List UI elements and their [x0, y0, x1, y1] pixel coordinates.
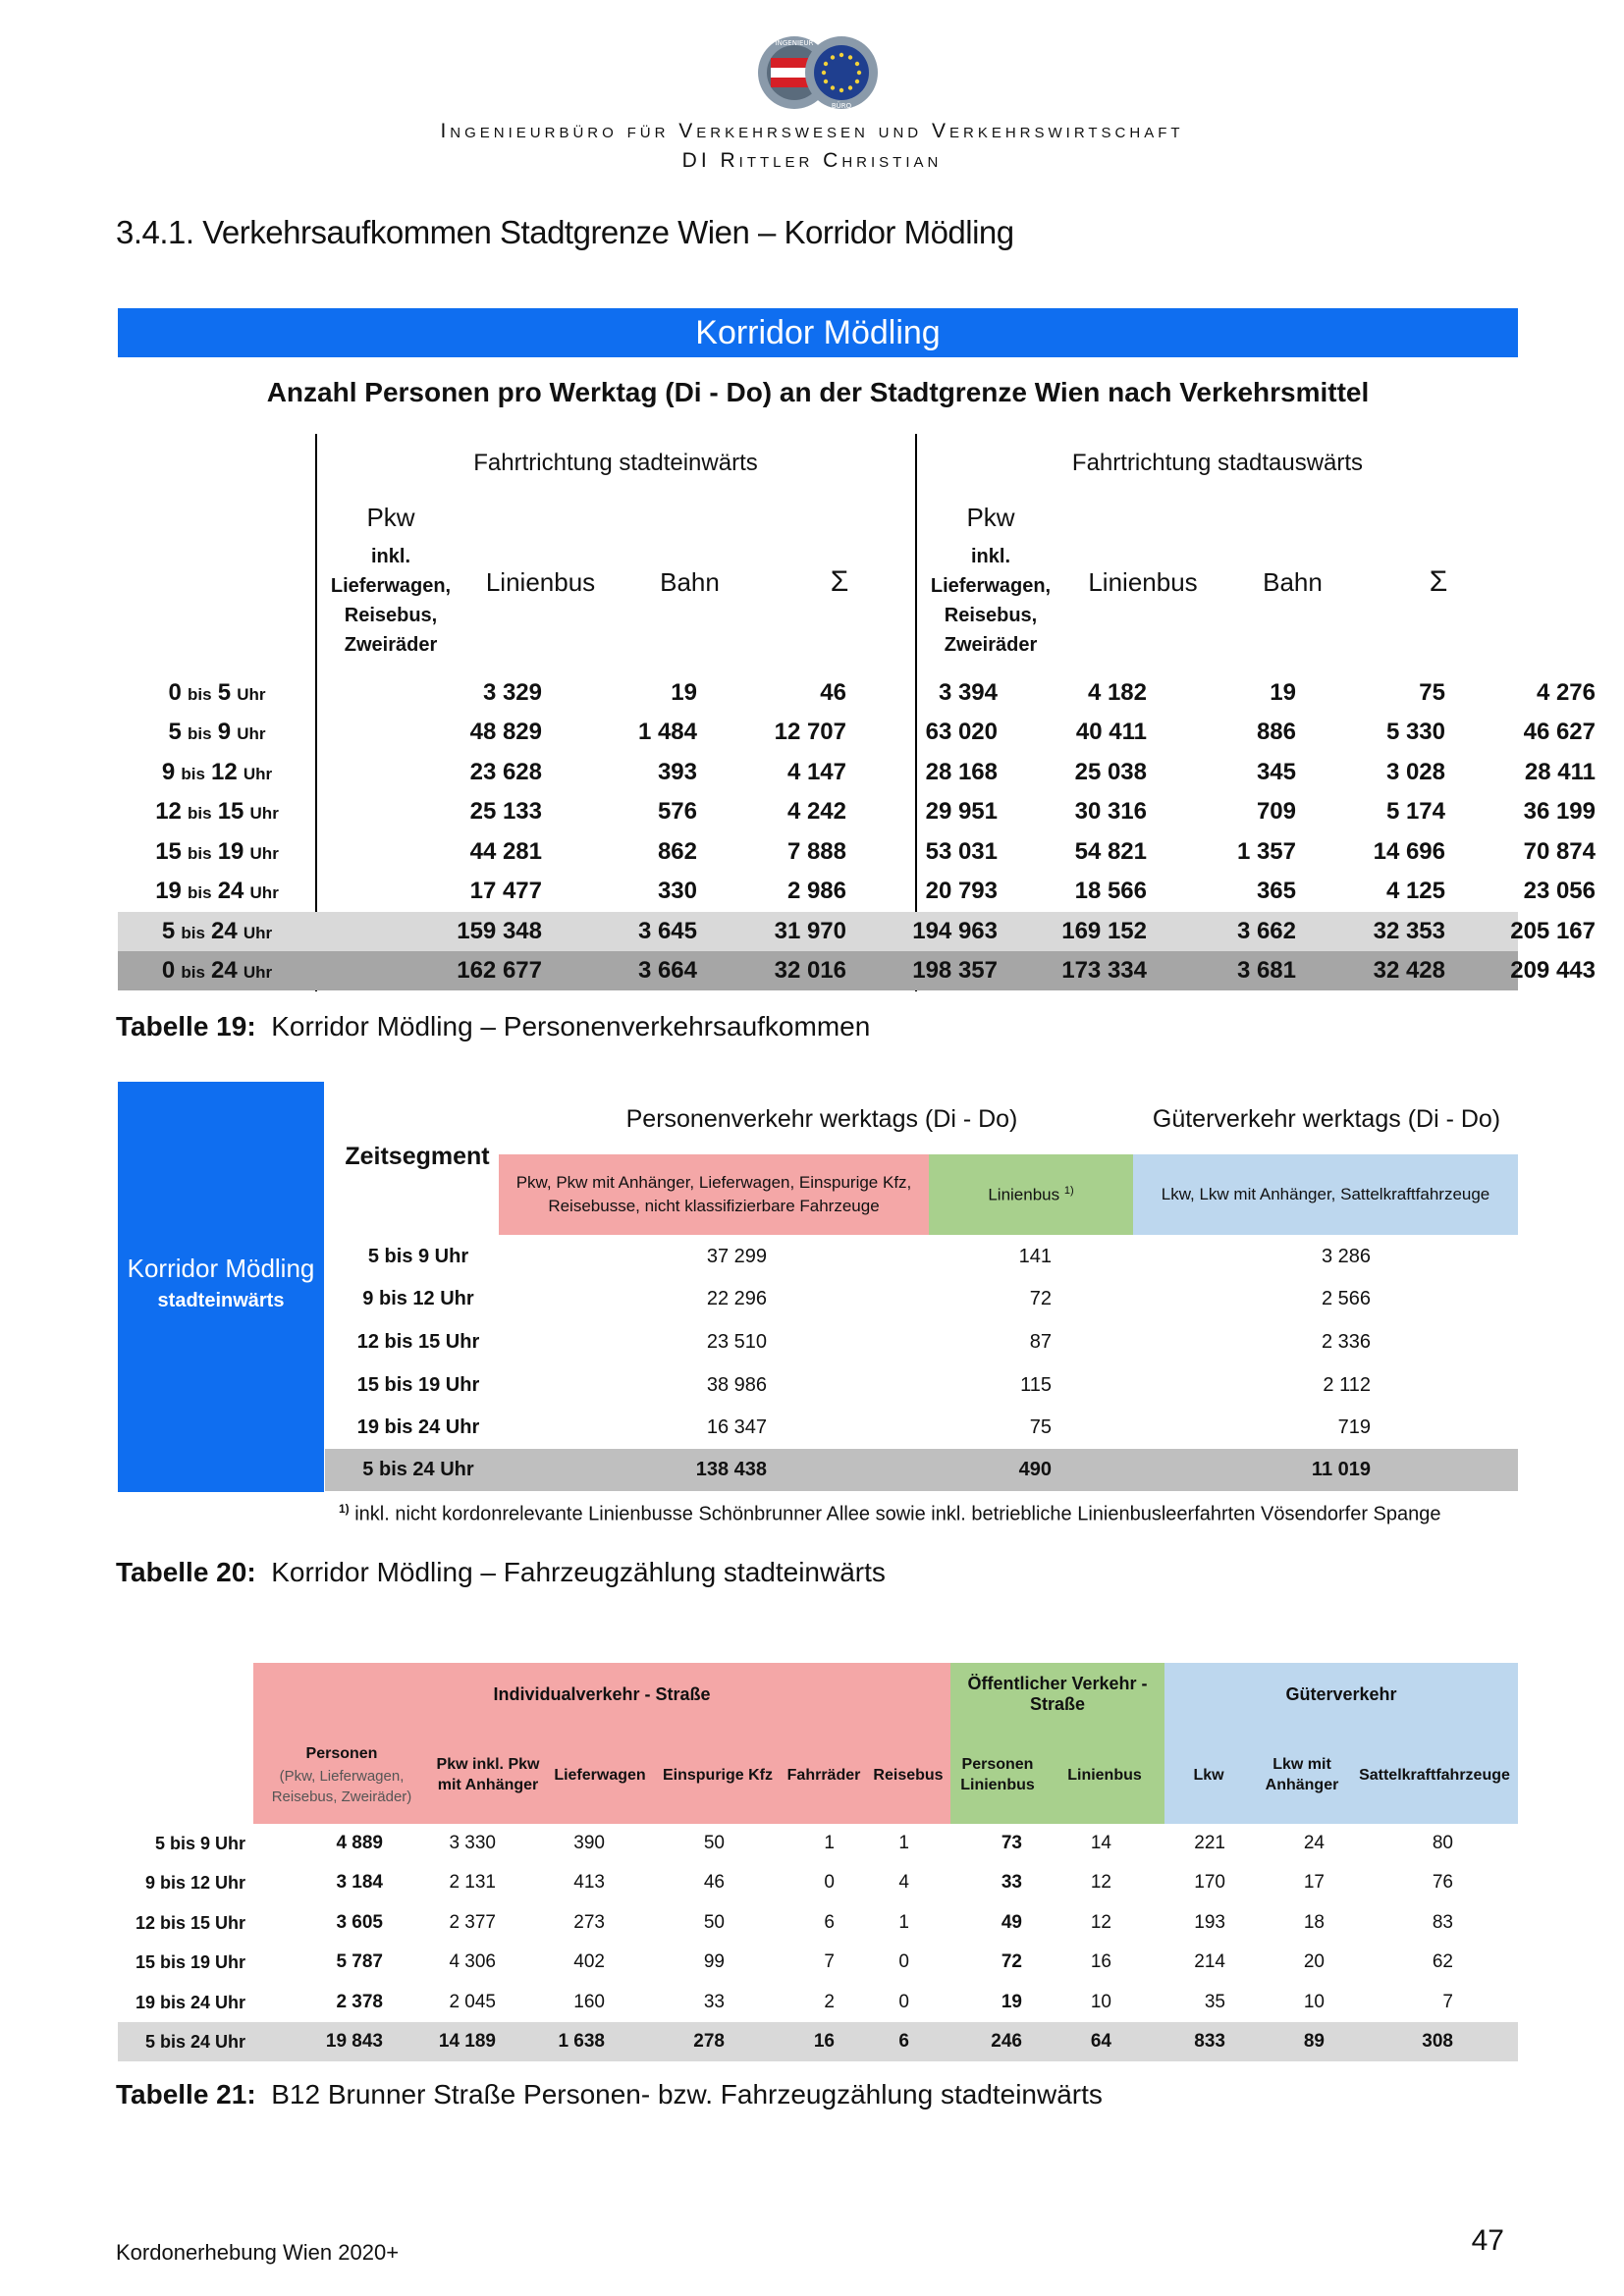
table19-cell: 1 484	[637, 719, 697, 745]
table20-row-label: 15 bis 19 Uhr	[356, 1374, 480, 1396]
table19-row	[118, 792, 1596, 831]
table19-cell: 25 133	[469, 798, 542, 825]
table19-row-label: 0 bis 5 Uhr	[168, 679, 266, 706]
table19-dir-out: Fahrtrichtung stadtauswärts	[1071, 450, 1364, 476]
table19-cell: 29 951	[925, 798, 998, 825]
table21-cell: 402	[573, 1951, 605, 1972]
table20-cell: 38 986	[706, 1374, 767, 1396]
table19-cell: 3 664	[637, 957, 697, 984]
table21-cell: 16	[813, 2031, 835, 2052]
table19-cell: 159 348	[457, 918, 542, 944]
table19-cell: 75	[1419, 679, 1445, 706]
table20-cell: 138 438	[695, 1459, 767, 1480]
table20-cell: 23 510	[706, 1331, 767, 1353]
table19-cell: 48 829	[469, 719, 542, 745]
table21-cell: 80	[1432, 1833, 1453, 1853]
table19-col-pkw-note-in: inkl. Lieferwagen, Reisebus, Zweiräder	[330, 546, 452, 656]
table20-cell: 141	[1018, 1246, 1052, 1267]
table21-row	[118, 1824, 1518, 1863]
table20-side-panel	[118, 1082, 324, 1492]
table21-cell: 2 131	[449, 1872, 496, 1893]
table21-col-lkw: Lkw	[1164, 1726, 1253, 1824]
table20-side-sub: stadteinwärts	[157, 1290, 285, 1311]
table21-cell: 14 189	[438, 2031, 496, 2052]
table20-col-gueter: Lkw, Lkw mit Anhänger, Sattelkraftfahrzeuge	[1133, 1154, 1518, 1235]
table21-col-reisebus: Reisebus	[866, 1726, 950, 1824]
table21-cell: 214	[1194, 1951, 1225, 1972]
table20-caption: Tabelle 20: Korridor Mödling – Fahrzeugzählung stadteinwärts	[116, 1557, 886, 1587]
svg-text:BÜRO: BÜRO	[831, 102, 852, 110]
table19-cell: 53 031	[925, 838, 998, 865]
table19-cell: 205 167	[1510, 918, 1596, 944]
table21-cell: 246	[991, 2031, 1022, 2052]
org-name-line2: DI Rittler Christian	[681, 149, 943, 172]
table20-row-label: 9 bis 12 Uhr	[362, 1288, 474, 1309]
table21-group-gv: Güterverkehr	[1164, 1663, 1518, 1726]
table19-row	[118, 912, 1596, 951]
table21-cell: 49	[1001, 1912, 1022, 1933]
table21-cell: 278	[693, 2031, 725, 2052]
table20-col-linienbus: Linienbus $^{1)}$	[929, 1154, 1133, 1235]
table19-row	[118, 872, 1596, 911]
table21-cell: 16	[1090, 1951, 1111, 1972]
section-title: 3.4.1. Verkehrsaufkommen Stadtgrenze Wien – Korridor Mödling	[116, 214, 1014, 250]
table21-cell: 4 306	[449, 1951, 496, 1972]
table20-row	[325, 1449, 1518, 1491]
table19-row	[118, 951, 1596, 990]
table20-row-label: 19 bis 24 Uhr	[356, 1416, 480, 1438]
table19-cell: 36 199	[1523, 798, 1596, 825]
table21-cell: 83	[1432, 1912, 1453, 1933]
table20-row-label: 5 bis 24 Uhr	[362, 1459, 474, 1480]
table21-cell: 2 045	[449, 1992, 496, 2012]
table19-cell: 28 411	[1524, 759, 1596, 785]
table19-cell: 32 428	[1373, 957, 1445, 984]
table21-row	[118, 1863, 1518, 1902]
table21-cell: 17	[1303, 1872, 1325, 1893]
table19-row-label: 0 bis 24 Uhr	[161, 957, 273, 984]
table21-group-ov: Öffentlicher Verkehr - Straße	[950, 1663, 1164, 1726]
table21-cell: 46	[703, 1872, 725, 1893]
table21-cell: 2 378	[336, 1992, 383, 2012]
table19-cell: 5 330	[1385, 719, 1445, 745]
table21-cell: 4	[898, 1872, 909, 1893]
table21-cell: 10	[1090, 1992, 1111, 2012]
org-name-line1: Ingenieurbüro für Verkehrswesen und Verkehrswirtschaft	[440, 120, 1184, 142]
table21-cell: 89	[1303, 2031, 1325, 2052]
table21-col-linienbus: Linienbus	[1045, 1726, 1164, 1824]
table21-cell: 5 787	[336, 1951, 383, 1972]
table21-row-label: 15 bis 19 Uhr	[135, 1952, 245, 1972]
table19-cell: 198 357	[912, 957, 998, 984]
table19-cell: 862	[657, 838, 697, 865]
table19-col-sum-in: Σ	[830, 565, 849, 598]
table19-cell: 7 888	[786, 838, 846, 865]
table21-cell: 7	[824, 1951, 835, 1972]
table19-cell: 19	[671, 679, 697, 706]
table20-pv-header: Personenverkehr werktags (Di - Do)	[625, 1105, 1018, 1133]
table20-cell: 719	[1337, 1416, 1371, 1438]
table19-cell: 162 677	[457, 957, 542, 984]
table21-cell: 3 605	[336, 1912, 383, 1933]
table20-cell: 72	[1029, 1288, 1052, 1309]
table19-cell: 3 681	[1236, 957, 1296, 984]
table21-cell: 1	[824, 1833, 835, 1853]
table19-caption: Tabelle 19: Korridor Mödling – Personenverkehrsaufkommen	[116, 1011, 871, 1041]
table19-col-sum-out: Σ	[1429, 565, 1448, 598]
table21-cell: 1 638	[558, 2031, 605, 2052]
table20-row-label: 5 bis 9 Uhr	[367, 1246, 469, 1267]
table20-cell: 11 019	[1311, 1459, 1371, 1480]
table19-row	[118, 673, 1596, 713]
table21-cell: 10	[1303, 1992, 1325, 2012]
table19-cell: 5 174	[1385, 798, 1445, 825]
table19-cell: 40 411	[1075, 719, 1147, 745]
table19-cell: 20 793	[925, 878, 998, 904]
table19-col-pkw-in: Pkw	[366, 503, 415, 532]
table20-cell: 37 299	[706, 1246, 767, 1267]
table19-cell: 14 696	[1373, 838, 1445, 865]
table19-cell: 23 056	[1523, 878, 1596, 904]
table20-cell: 87	[1029, 1331, 1052, 1353]
table19-cell: 1 357	[1236, 838, 1296, 865]
table19-cell: 393	[657, 759, 697, 785]
table21-col-lieferwagen: Lieferwagen	[546, 1726, 654, 1824]
table21-caption: Tabelle 21: B12 Brunner Straße Personen- bzw. Fahrzeugzählung stadteinwärts	[116, 2079, 1103, 2109]
table19-cell: 30 316	[1074, 798, 1147, 825]
table19-cell: 46	[820, 679, 846, 706]
table19-subtitle: Anzahl Personen pro Werktag (Di - Do) an der Stadtgrenze Wien nach Verkehrsmittel	[266, 377, 1370, 407]
table21-cell: 12	[1090, 1872, 1111, 1893]
table21-col-pkw: Pkw inkl. Pkw mit Anhänger	[430, 1726, 546, 1824]
footer-title: Kordonerhebung Wien 2020+	[116, 2240, 400, 2265]
table20-cell: 2 566	[1321, 1288, 1371, 1309]
table19-cell: 709	[1256, 798, 1296, 825]
table19-cell: 194 963	[912, 918, 998, 944]
table21-row	[118, 2022, 1518, 2061]
table21-cell: 0	[824, 1872, 835, 1893]
table19-row	[118, 753, 1596, 792]
table21-row-label: 9 bis 12 Uhr	[144, 1873, 245, 1893]
table19-cell: 12 707	[774, 719, 846, 745]
table21-cell: 1	[898, 1833, 909, 1853]
table19-cell: 4 242	[786, 798, 846, 825]
table20-cell: 490	[1018, 1459, 1052, 1480]
table20-side-title: Korridor Mödling	[127, 1254, 315, 1283]
table19-cell: 32 353	[1373, 918, 1445, 944]
table21-cell: 99	[703, 1951, 725, 1972]
company-logo	[745, 33, 893, 112]
table20-row	[325, 1236, 1518, 1278]
table21-col-sattel: Sattelkraftfahrzeuge	[1351, 1726, 1518, 1824]
table21-cell: 0	[898, 1992, 909, 2012]
table20-cell: 115	[1020, 1374, 1052, 1396]
table19-col-bus-out: Linienbus	[1088, 567, 1198, 597]
table19-cell: 3 329	[482, 679, 542, 706]
table19-row	[118, 713, 1596, 752]
table21-cell: 12	[1090, 1912, 1111, 1933]
table19-cell: 3 394	[938, 679, 998, 706]
table19-cell: 44 281	[469, 838, 542, 865]
table21-cell: 19 843	[325, 2031, 383, 2052]
table21-cell: 24	[1303, 1833, 1325, 1853]
table21-cell: 50	[703, 1833, 725, 1853]
table21-cell: 4 889	[336, 1833, 383, 1853]
table20-footnote: $^{1)}$ inkl. nicht kordonrelevante Linienbusse Schönbrunner Allee sowie inkl. betriebliche Linienbusleerfahrten Vösendorfer Spange	[339, 1502, 1441, 1525]
table21-cell: 160	[573, 1992, 605, 2012]
table19-banner: Korridor Mödling	[118, 308, 1518, 357]
table21-col-personen: Personen (Pkw, Lieferwagen, Reisebus, Zweiräder)	[253, 1726, 430, 1824]
table20-row	[325, 1407, 1518, 1449]
table21-row-label: 12 bis 15 Uhr	[135, 1913, 245, 1933]
table21-row	[118, 1903, 1518, 1943]
table19-row-label: 12 bis 15 Uhr	[155, 798, 279, 825]
svg-text:INGENIEUR: INGENIEUR	[775, 39, 814, 47]
table21-cell: 2 377	[449, 1912, 496, 1933]
table19-cell: 25 038	[1074, 759, 1147, 785]
table19-cell: 2 986	[786, 878, 846, 904]
table20-cell: 3 286	[1321, 1246, 1371, 1267]
table21-cell: 170	[1194, 1872, 1225, 1893]
table19-row-label: 5 bis 24 Uhr	[161, 918, 273, 944]
table19-col-pkw-out: Pkw	[966, 503, 1015, 532]
table21-cell: 35	[1204, 1992, 1225, 2012]
table19-col-bus-in: Linienbus	[485, 567, 596, 597]
table19-cell: 169 152	[1061, 918, 1147, 944]
table21-cell: 50	[703, 1912, 725, 1933]
table21-cell: 1	[898, 1912, 909, 1933]
table19-dir-in: Fahrtrichtung stadteinwärts	[473, 450, 758, 476]
table19-col-bahn-in: Bahn	[660, 567, 720, 597]
table21-cell: 0	[898, 1951, 909, 1972]
table21-cell: 193	[1194, 1912, 1225, 1933]
table19-row-label: 5 bis 9 Uhr	[168, 719, 266, 745]
table19-row-label: 19 bis 24 Uhr	[155, 878, 279, 904]
table20-row	[325, 1321, 1518, 1363]
table19-cell: 345	[1256, 759, 1296, 785]
table19-cell: 28 168	[925, 759, 998, 785]
table21-row	[118, 1943, 1518, 1982]
table19-cell: 209 443	[1510, 957, 1596, 984]
table20-row-label: 12 bis 15 Uhr	[356, 1331, 480, 1353]
table21-cell: 2	[824, 1992, 835, 2012]
table19-row-label: 15 bis 19 Uhr	[155, 838, 279, 865]
table21-row-label: 5 bis 9 Uhr	[154, 1834, 245, 1853]
table21-cell: 73	[1001, 1833, 1022, 1853]
table19-cell: 31 970	[774, 918, 846, 944]
table20-row	[325, 1364, 1518, 1407]
table21-cell: 3 330	[449, 1833, 496, 1853]
table21-cell: 20	[1303, 1951, 1325, 1972]
table21-cell: 221	[1194, 1833, 1225, 1853]
table19-cell: 17 477	[469, 878, 542, 904]
table19-row	[118, 832, 1596, 872]
table21-cell: 72	[1001, 1951, 1022, 1972]
table19-cell: 32 016	[774, 957, 846, 984]
table20-cell: 2 336	[1321, 1331, 1371, 1353]
table19-row-label: 9 bis 12 Uhr	[161, 759, 273, 785]
table19-cell: 18 566	[1074, 878, 1147, 904]
table21-col-fahrraeder: Fahrräder	[782, 1726, 866, 1824]
table21-cell: 64	[1090, 2031, 1111, 2052]
table19-cell: 330	[657, 878, 697, 904]
table21-col-lkw-anhaenger: Lkw mit Anhänger	[1253, 1726, 1351, 1824]
table21-cell: 18	[1303, 1912, 1325, 1933]
table20-zeitsegment: Zeitsegment	[345, 1143, 490, 1170]
table21-cell: 6	[898, 2031, 909, 2052]
table19-cell: 576	[657, 798, 697, 825]
table21-cell: 7	[1442, 1992, 1453, 2012]
table21-row-label: 19 bis 24 Uhr	[135, 1993, 245, 2012]
table20-cell: 2 112	[1323, 1374, 1371, 1396]
table20-col-personen: Pkw, Pkw mit Anhänger, Lieferwagen, Einspurige Kfz, Reisebusse, nicht klassifizierbare Fahrzeuge	[499, 1154, 929, 1235]
table21-cell: 833	[1194, 2031, 1225, 2052]
table19-cell: 3 028	[1385, 759, 1445, 785]
table21-cell: 33	[1001, 1872, 1022, 1893]
table21-cell: 273	[573, 1912, 605, 1933]
table19-col-pkw-note-out: inkl. Lieferwagen, Reisebus, Zweiräder	[930, 546, 1052, 656]
table21-cell: 14	[1090, 1833, 1111, 1853]
table21-group-iv: Individualverkehr - Straße	[253, 1663, 950, 1726]
table19-cell: 70 874	[1523, 838, 1596, 865]
table19-cell: 173 334	[1061, 957, 1147, 984]
table20-cell: 22 296	[706, 1288, 767, 1309]
table19-col-bahn-out: Bahn	[1263, 567, 1323, 597]
table21-cell: 413	[573, 1872, 605, 1893]
table19-cell: 4 125	[1385, 878, 1445, 904]
table19-cell: 23 628	[469, 759, 542, 785]
table19-cell: 4 182	[1087, 679, 1147, 706]
table21-cell: 308	[1422, 2031, 1453, 2052]
table21-cell: 6	[824, 1912, 835, 1933]
table21-row	[118, 1983, 1518, 2022]
table19-cell: 63 020	[925, 719, 998, 745]
table19-cell: 19	[1270, 679, 1296, 706]
table20-cell: 16 347	[706, 1416, 767, 1438]
table19-cell: 4 147	[786, 759, 846, 785]
table20-gv-header: Güterverkehr werktags (Di - Do)	[1152, 1105, 1501, 1133]
table21-cell: 76	[1432, 1872, 1453, 1893]
table21-cell: 19	[1001, 1992, 1022, 2012]
table19-cell: 365	[1256, 878, 1296, 904]
table19-cell: 3 662	[1236, 918, 1296, 944]
table20-cell: 75	[1029, 1416, 1052, 1438]
table21-cell: 33	[703, 1992, 725, 2012]
table21-row-label: 5 bis 24 Uhr	[144, 2032, 245, 2052]
table21-cell: 390	[573, 1833, 605, 1853]
table21-col-personen-linienbus: Personen Linienbus	[950, 1726, 1045, 1824]
table19-cell: 54 821	[1074, 838, 1147, 865]
table19-cell: 4 276	[1536, 679, 1596, 706]
table19-cell: 46 627	[1523, 719, 1596, 745]
table19-cell: 886	[1256, 719, 1296, 745]
table21-cell: 62	[1432, 1951, 1453, 1972]
table19-cell: 3 645	[637, 918, 697, 944]
table21-cell: 3 184	[336, 1872, 383, 1893]
page-number: 47	[1471, 2224, 1504, 2257]
table21-col-einspurig: Einspurige Kfz	[654, 1726, 782, 1824]
table20-row	[325, 1278, 1518, 1320]
